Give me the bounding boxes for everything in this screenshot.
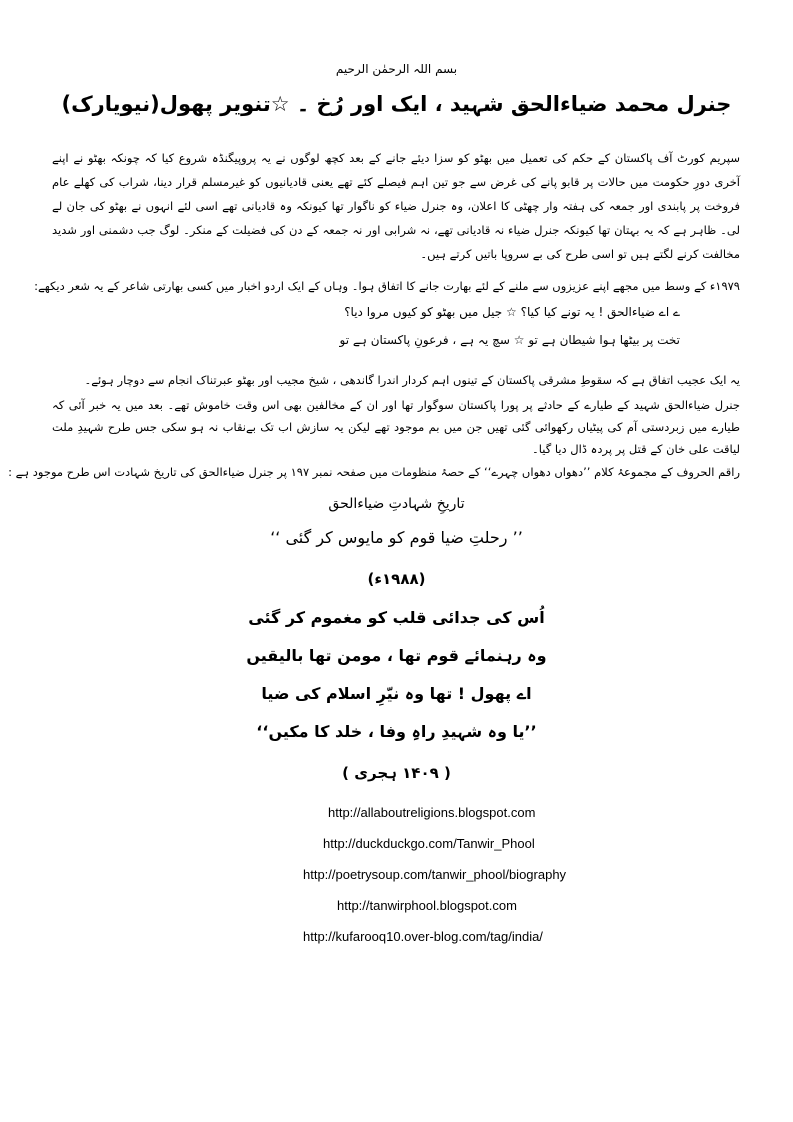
- link-poetrysoup[interactable]: http://poetrysoup.com/tanwir_phool/biography: [303, 867, 567, 882]
- link-over-blog[interactable]: http://kufarooq10.over-blog.com/tag/india/: [303, 929, 543, 944]
- poem-subtitle: ’’ رحلتِ ضیا قوم کو مایوس کر گئی ‘‘: [270, 528, 523, 547]
- bismillah-heading: بسم اللہ الرحمٰن الرحیم: [335, 62, 458, 76]
- paragraph-book-reference: راقم الحروف کے مجموعۂ کلام ’’دھواں دھواں چہرے‘‘ کے حصۂ منظومات میں صفحہ نمبر ۱۹۷ پر جنرل ضیاءالحق کی تاریخ شہادت اس طرح موجود ہے :: [8, 465, 740, 479]
- poem-line: اے پھول ! تھا وہ نیّرِ اسلام کی ضیا: [261, 684, 532, 703]
- poem-hijri-year: ( ۱۴۰۹ ہجری ): [342, 764, 451, 782]
- poem-heading: تاریخِ شہادتِ ضیاءالحق: [328, 496, 465, 512]
- article-title: جنرل محمد ضیاءالحق شہید ، ایک اور رُخ ۔ ☆تنویر پھول(نیویارک): [61, 92, 732, 116]
- link-tanwirphool-blog[interactable]: http://tanwirphool.blogspot.com: [337, 898, 517, 913]
- paragraph-india-visit: ۱۹۷۹ء کے وسط میں مجھے اپنے عزیزوں سے ملنے کے لئے بھارت جانے کا اتفاق ہوا۔ وہاں کے ایک اردو اخبار میں کسی بھارتی شاعر کے یہ شعر دیکھے:: [34, 279, 740, 293]
- paragraph-plane-crash: جنرل ضیاءالحق شہید کے طیارے کے حادثے پر پورا پاکستان سوگوار تھا اور ان کے مخالفین بھی اس وقت خاموش تھے۔ بعد میں یہ خبر آئی کہ طیارے میں زبردستی آم کی پیٹیاں رکھوائی گئی تھیں جن میں بم موجود تھے لیکن یہ سازش اب تک بےنقاب نہ ہو سکی جس طرح شہیدِ ملت لیاقت علی خان کے قتل پر پردہ ڈال دیا گیا۔: [52, 398, 740, 456]
- paragraph-intro: سپریم کورٹ آف پاکستان کے حکم کی تعمیل میں بھٹو کو سزا دیئے جانے کے بعد کچھ لوگوں نے یہ پروپیگنڈہ شروع کیا کہ چونکہ بھٹو نے اپنے آخری دورِ حکومت میں حالات پر قابو پانے کی غرض سے جو تین اہم فیصلے کئے تھے یعنی قادیانیوں کو غیرمسلم قرار دینا، شراب کی کھلے عام فروخت پر پابندی اور جمعہ کی ہفتہ وار چھٹی کا اعلان، وہ جنرل ضیاء کو ناگوار تھا کیونکہ وہ قادیانی تھے اسی لئے انہوں نے بھٹو کی جان لے لی۔ ظاہر ہے کہ یہ بہتان تھا کیونکہ جنرل ضیاء نہ قادیانی تھے، نہ شرابی اور نہ جمعہ کے دن کی فضیلت کے منکر۔ لوگ جب دشمنی اور شدید مخالفت کرنے لگتے ہیں تو اسی طرح کی بے سروپا باتیں کرتے ہیں۔: [52, 151, 740, 261]
- poem-line: وہ رہنمائے قوم تھا ، مومن تھا بالیقیں: [246, 646, 547, 665]
- poem-year: (۱۹۸۸ء): [367, 570, 426, 588]
- poem-line: اُس کی جدائی قلب کو مغموم کر گئی: [248, 608, 545, 627]
- quote-verse-1: ے اے ضیاءالحق ! یہ تونے کیا کیا؟ ☆ جیل میں بھٹو کو کیوں مروا دیا؟: [344, 305, 680, 319]
- link-duckduckgo[interactable]: http://duckduckgo.com/Tanwir_Phool: [323, 836, 535, 851]
- paragraph-coincidence: یہ ایک عجیب اتفاق ہے کہ سقوطِ مشرقی پاکستان کے تینوں اہم کردار اندرا گاندھی ، شیخ مجیب اور بھٹو عبرتناک انجام سے دوچار ہوئے۔: [84, 373, 740, 387]
- link-allaboutreligions[interactable]: http://allaboutreligions.blogspot.com: [328, 805, 536, 820]
- poem-line: ’’یا وہ شہیدِ راہِ وفا ، خلد کا مکیں‘‘: [256, 722, 537, 741]
- quote-verse-2: تخت پر بیٹھا ہوا شیطان ہے تو ☆ سچ یہ ہے ، فرعونِ پاکستان ہے تو: [339, 333, 680, 347]
